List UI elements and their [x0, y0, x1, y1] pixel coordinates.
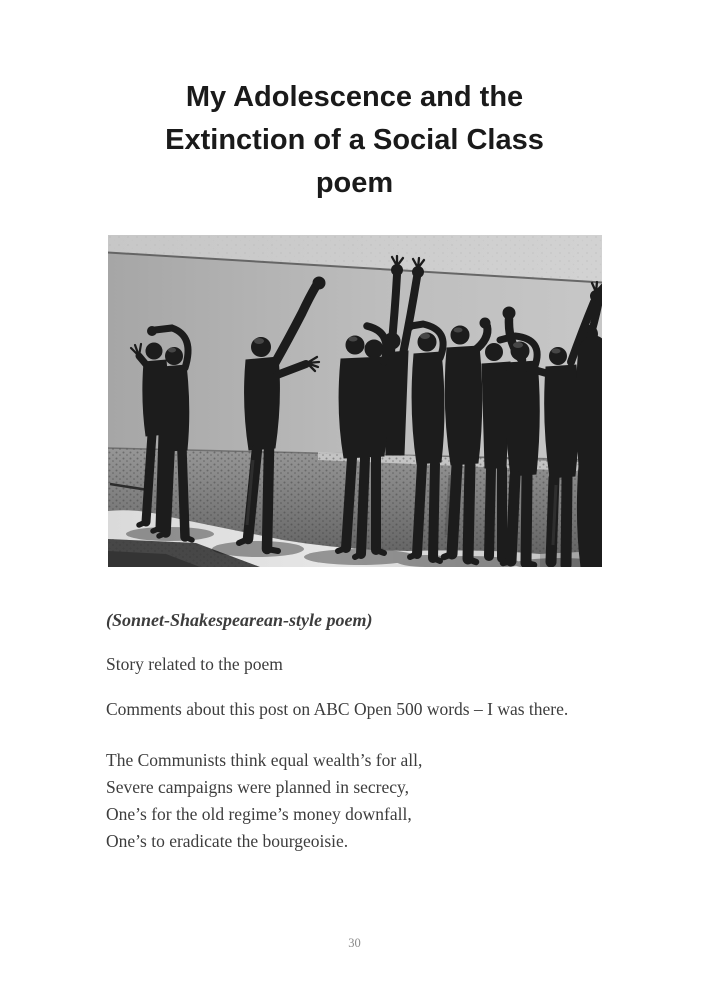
poem-line-2: Severe campaigns were planned in secrecy,: [106, 777, 410, 797]
page-number: 30: [348, 936, 361, 950]
subtitle: (Sonnet-Shakespearean-style poem): [106, 610, 373, 630]
poem-line-3: One’s for the old regime’s money downfall,: [106, 804, 412, 824]
statues-photo: [108, 235, 602, 567]
title-line-2: Extinction of a Social Class: [165, 124, 544, 156]
body-text: [106, 607, 603, 855]
poem-line-1: The Communists think equal wealth’s for all,: [106, 750, 423, 770]
comments-paragraph: Comments about this post on ABC Open 500 words – I was there.: [106, 699, 569, 719]
story-paragraph: Story related to the poem: [106, 654, 283, 674]
title-line-3: poem: [315, 167, 394, 199]
title-line-1: My Adolescence and the: [185, 81, 524, 113]
page-title: [0, 0, 709, 205]
poem: [106, 747, 603, 855]
page-footer: [0, 936, 709, 951]
poem-line-4: One’s to eradicate the bourgeoisie.: [106, 831, 349, 851]
statues-photo-graphic: [108, 235, 602, 567]
